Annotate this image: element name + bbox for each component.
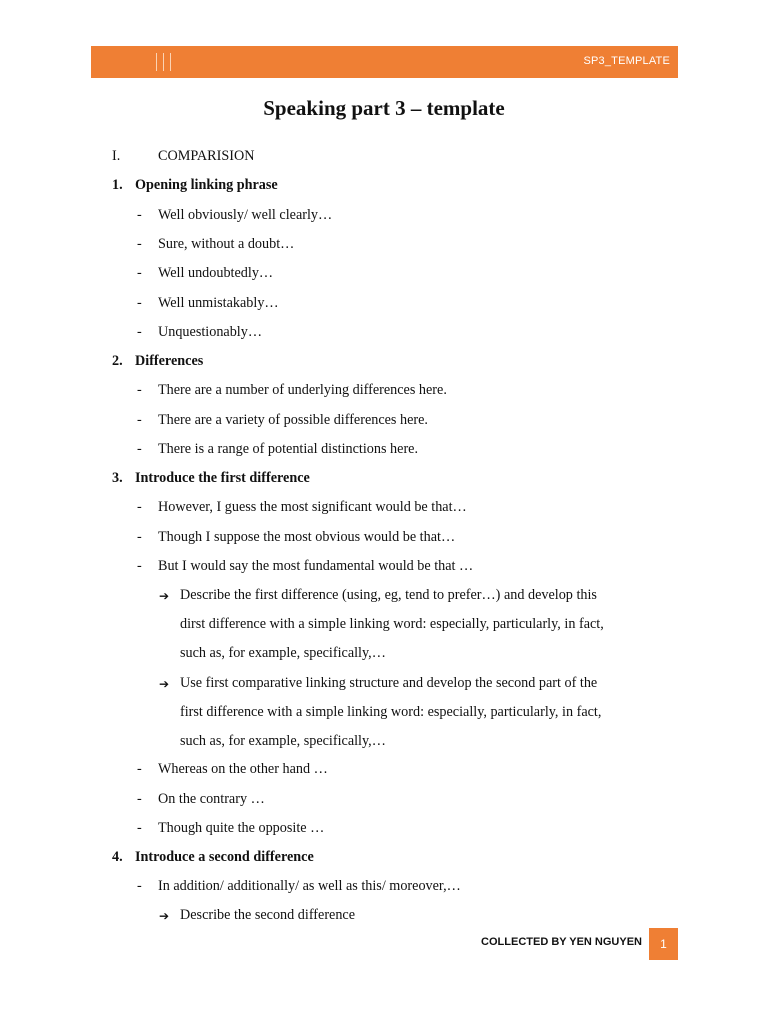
- bullet-dash: -: [137, 529, 142, 545]
- bullet-dash: -: [137, 558, 142, 574]
- list-item: Though I suppose the most obvious would be that…: [158, 529, 456, 545]
- list-item: There are a number of underlying differences here.: [158, 382, 447, 398]
- bullet-dash: -: [137, 382, 142, 398]
- list-item: But I would say the most fundamental would be that …: [158, 558, 474, 574]
- group-number: 2.: [112, 353, 123, 369]
- list-item: Well obviously/ well clearly…: [158, 207, 333, 223]
- bullet-dash: -: [137, 324, 142, 340]
- group-number: 1.: [112, 177, 123, 193]
- group-heading: Opening linking phrase: [135, 177, 278, 193]
- arrow-item-line: Describe the second difference: [180, 907, 356, 923]
- bullet-dash: -: [137, 207, 142, 223]
- group-heading: Introduce a second difference: [135, 849, 314, 865]
- arrow-item-line: first difference with a simple linking word: especially, particularly, in fact,: [180, 704, 602, 720]
- header-bar: [91, 46, 678, 78]
- page-title: Speaking part 3 – template: [263, 96, 505, 120]
- group-number: 3.: [112, 470, 123, 486]
- arrow-item-line: Describe the first difference (using, eg, tend to prefer…) and develop this: [180, 587, 597, 603]
- footer-label: COLLECTED BY YEN NGUYEN: [481, 936, 642, 948]
- bullet-dash: -: [137, 265, 142, 281]
- page-number: 1: [649, 928, 678, 960]
- list-item: Though quite the opposite …: [158, 820, 325, 836]
- group-heading: Introduce the first difference: [135, 470, 310, 486]
- bullet-dash: -: [137, 295, 142, 311]
- bullet-dash: -: [137, 878, 142, 894]
- arrow-item-line: Use first comparative linking structure and develop the second part of the: [180, 675, 598, 691]
- list-item: Unquestionably…: [158, 324, 263, 340]
- section-heading: COMPARISION: [158, 148, 255, 164]
- bullet-dash: -: [137, 791, 142, 807]
- list-item: Sure, without a doubt…: [158, 236, 295, 252]
- list-item: However, I guess the most significant would be that…: [158, 499, 467, 515]
- list-item: Well unmistakably…: [158, 295, 279, 311]
- header-label: SP3_TEMPLATE: [583, 55, 670, 67]
- list-item: In addition/ additionally/ as well as this/ moreover,…: [158, 878, 461, 894]
- bullet-dash: -: [137, 236, 142, 252]
- bullet-dash: -: [137, 412, 142, 428]
- list-item: Whereas on the other hand …: [158, 761, 328, 777]
- bullet-dash: -: [137, 820, 142, 836]
- list-item: On the contrary …: [158, 791, 265, 807]
- arrow-icon: ➔: [159, 677, 170, 691]
- list-item: Well undoubtedly…: [158, 265, 274, 281]
- list-item: There are a variety of possible differences here.: [158, 412, 428, 428]
- arrow-icon: ➔: [159, 909, 170, 923]
- section-numeral: I.: [112, 148, 121, 164]
- bullet-dash: -: [137, 441, 142, 457]
- arrow-item-line: dirst difference with a simple linking word: especially, particularly, in fact,: [180, 616, 604, 632]
- group-heading: Differences: [135, 353, 204, 369]
- arrow-item-line: such as, for example, specifically,…: [180, 645, 386, 661]
- group-number: 4.: [112, 849, 123, 865]
- arrow-item-line: such as, for example, specifically,…: [180, 733, 386, 749]
- bullet-dash: -: [137, 761, 142, 777]
- arrow-icon: ➔: [159, 589, 170, 603]
- bullet-dash: -: [137, 499, 142, 515]
- list-item: There is a range of potential distinctions here.: [158, 441, 419, 457]
- header-decoration: [154, 53, 172, 71]
